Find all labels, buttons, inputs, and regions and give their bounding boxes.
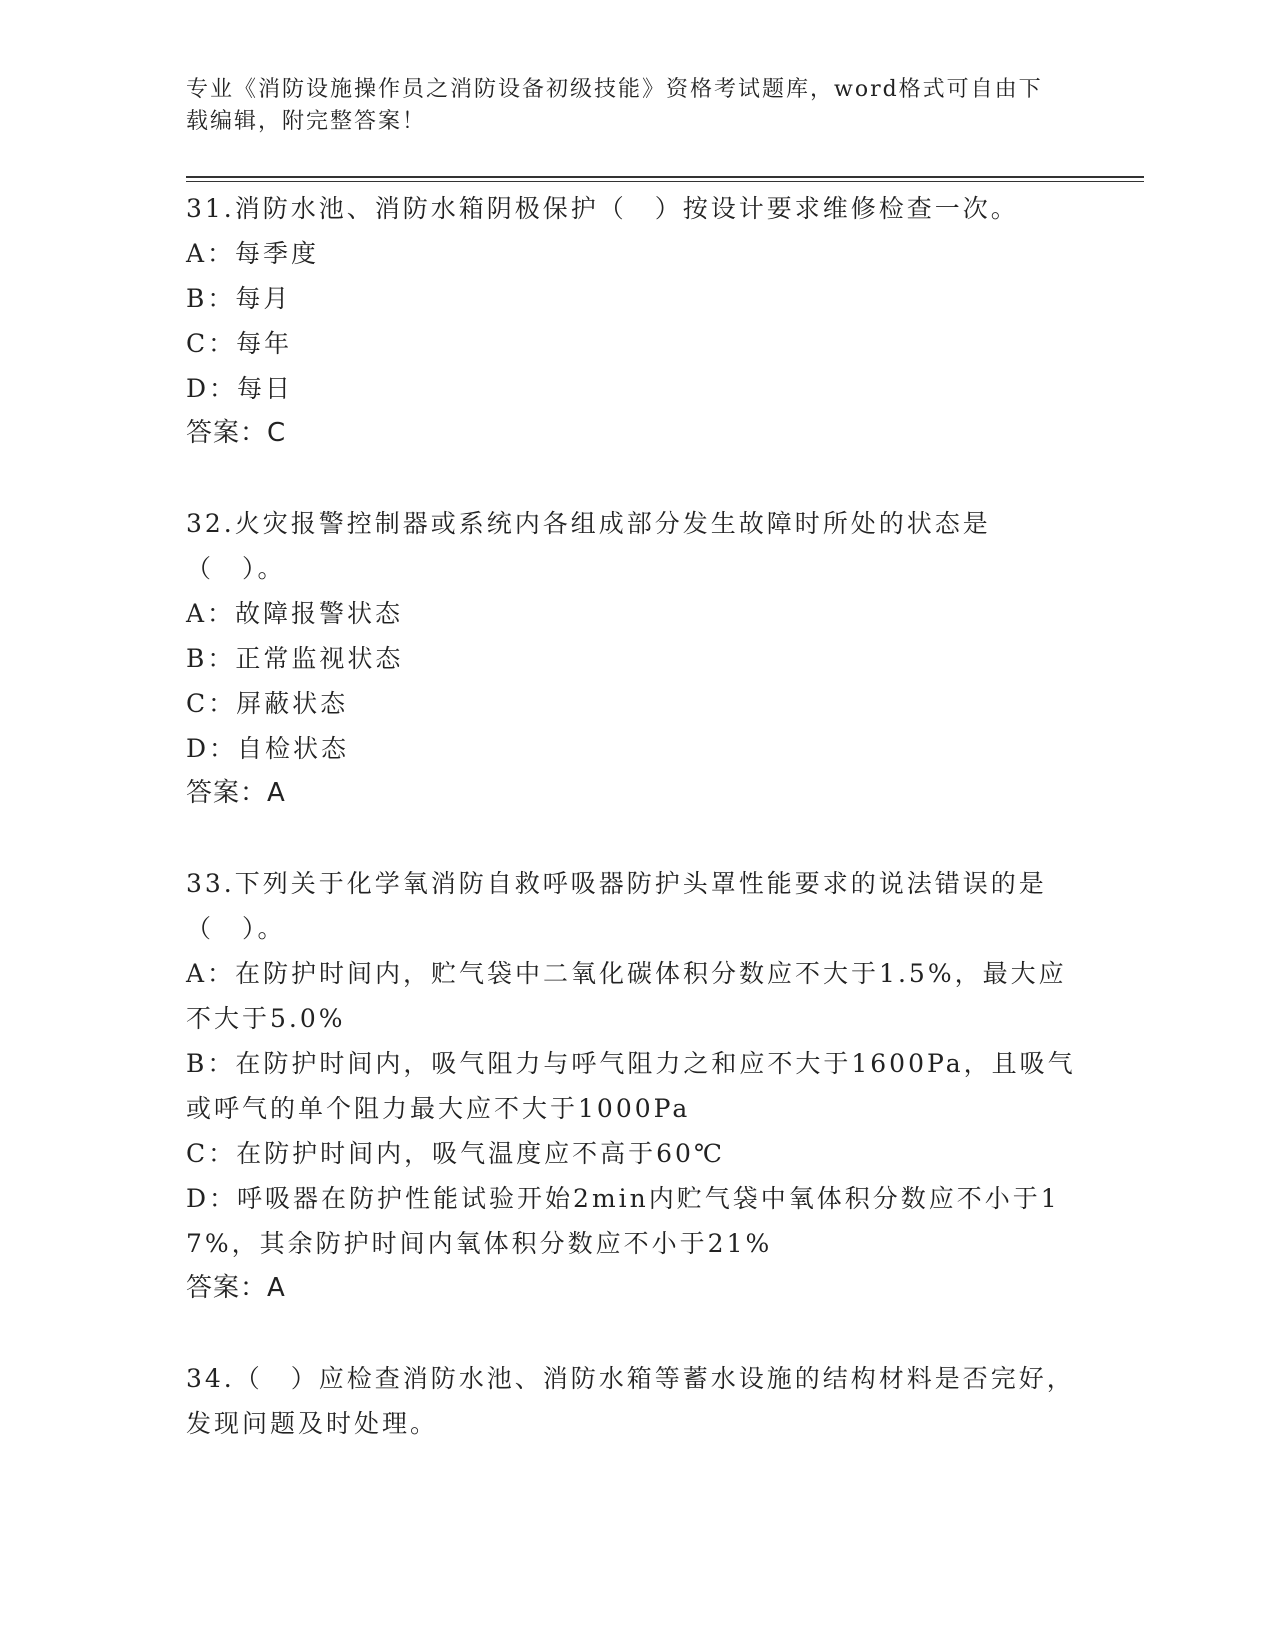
- option-a: A：故障报警状态: [186, 599, 404, 628]
- question-stem: 32.火灾报警控制器或系统内各组成部分发生故障时所处的状态是（ ）。: [186, 509, 991, 583]
- question-34: [186, 1356, 1076, 1446]
- question-stem: 34.（ ）应检查消防水池、消防水箱等蓄水设施的结构材料是否完好，发现问题及时处理。: [186, 1364, 1075, 1438]
- option-b: B：在防护时间内，吸气阻力与呼气阻力之和应不大于1600Pa，且吸气或呼气的单个阻力最大应不大于1000Pa: [186, 1049, 1076, 1123]
- option-b: B：每月: [186, 284, 292, 313]
- question-33: [186, 861, 1076, 1311]
- answer-label: 答案：A: [186, 1273, 286, 1303]
- option-c: C：屏蔽状态: [186, 689, 349, 718]
- answer-label: 答案：A: [186, 778, 286, 808]
- answer-label: 答案：C: [186, 418, 287, 448]
- option-c: C：每年: [186, 329, 293, 358]
- option-d: D：呼吸器在防护性能试验开始2min内贮气袋中氧体积分数应不小于17%，其余防护时间内氧体积分数应不小于21%: [186, 1184, 1060, 1258]
- document-header: 专业《消防设施操作员之消防设备初级技能》资格考试题库，word格式可自由下载编辑，附完整答案！: [186, 77, 1043, 134]
- question-list: [186, 186, 1076, 1491]
- header-divider-thick: [186, 176, 1144, 178]
- option-b: B：正常监视状态: [186, 644, 404, 673]
- question-32: [186, 501, 1076, 816]
- option-a: A：每季度: [186, 239, 320, 268]
- question-stem: 33.下列关于化学氧消防自救呼吸器防护头罩性能要求的说法错误的是（ ）。: [186, 869, 1047, 943]
- option-a: A：在防护时间内，贮气袋中二氧化碳体积分数应不大于1.5%，最大应不大于5.0%: [186, 959, 1067, 1033]
- question-31: [186, 186, 1076, 456]
- header-divider-thin: [186, 181, 1144, 182]
- option-c: C：在防护时间内，吸气温度应不高于60℃: [186, 1139, 725, 1168]
- option-d: D：每日: [186, 374, 294, 403]
- question-stem: 31.消防水池、消防水箱阴极保护（ ）按设计要求维修检查一次。: [186, 194, 1019, 223]
- option-d: D：自检状态: [186, 734, 350, 763]
